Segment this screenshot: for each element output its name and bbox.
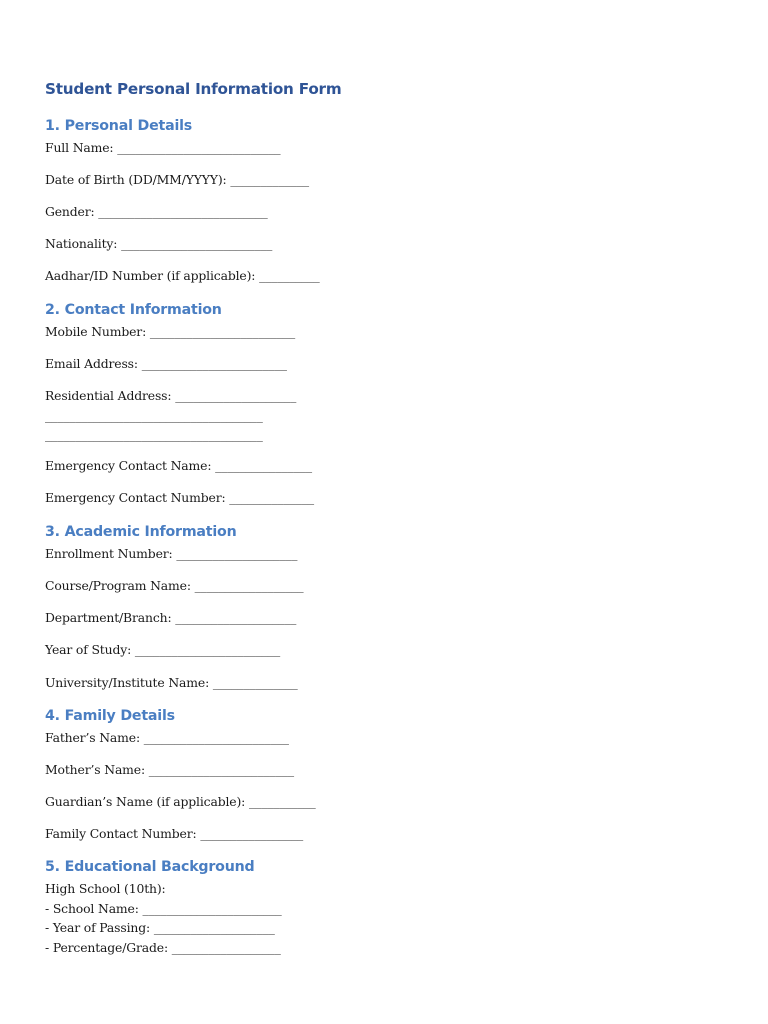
field-gender: Gender: ____________________________: [45, 204, 268, 219]
section-heading-educational-background: 5. Educational Background: [45, 859, 255, 875]
section-heading-academic-information: 3. Academic Information: [45, 524, 237, 540]
field-school-name: - School Name: _______________________: [45, 901, 282, 916]
field-university-institute-name: University/Institute Name: ______________: [45, 675, 298, 690]
field-course-program-name: Course/Program Name: __________________: [45, 578, 304, 593]
field-emergency-contact-number: Emergency Contact Number: ______________: [45, 490, 314, 505]
field-department-branch: Department/Branch: ____________________: [45, 610, 297, 625]
section-heading-personal-details: 1. Personal Details: [45, 118, 193, 134]
field-mobile-number: Mobile Number: ________________________: [45, 324, 295, 339]
field-address-line-3: ____________________________________: [45, 427, 263, 442]
field-enrollment-number: Enrollment Number: ____________________: [45, 546, 298, 561]
field-family-contact-number: Family Contact Number: _________________: [45, 826, 304, 841]
field-percentage-grade: - Percentage/Grade: __________________: [45, 940, 281, 955]
field-year-of-study: Year of Study: ________________________: [45, 642, 280, 657]
field-aadhar-id: Aadhar/ID Number (if applicable): __________: [45, 268, 320, 283]
field-guardians-name: Guardian’s Name (if applicable): ___________: [45, 794, 316, 809]
page-title: Student Personal Information Form: [45, 80, 342, 98]
field-full-name: Full Name: ___________________________: [45, 140, 281, 155]
field-date-of-birth: Date of Birth (DD/MM/YYYY): _____________: [45, 172, 309, 187]
field-fathers-name: Father’s Name: ________________________: [45, 730, 289, 745]
field-nationality: Nationality: _________________________: [45, 236, 273, 251]
section-heading-contact-information: 2. Contact Information: [45, 302, 222, 318]
field-address-line-2: ____________________________________: [45, 408, 263, 423]
field-year-of-passing: - Year of Passing: ____________________: [45, 920, 275, 935]
field-mothers-name: Mother’s Name: ________________________: [45, 762, 294, 777]
field-email-address: Email Address: ________________________: [45, 356, 287, 371]
section-heading-family-details: 4. Family Details: [45, 708, 175, 724]
field-emergency-contact-name: Emergency Contact Name: ________________: [45, 458, 312, 473]
field-residential-address: Residential Address: ____________________: [45, 388, 297, 403]
field-high-school: High School (10th):: [45, 881, 166, 896]
